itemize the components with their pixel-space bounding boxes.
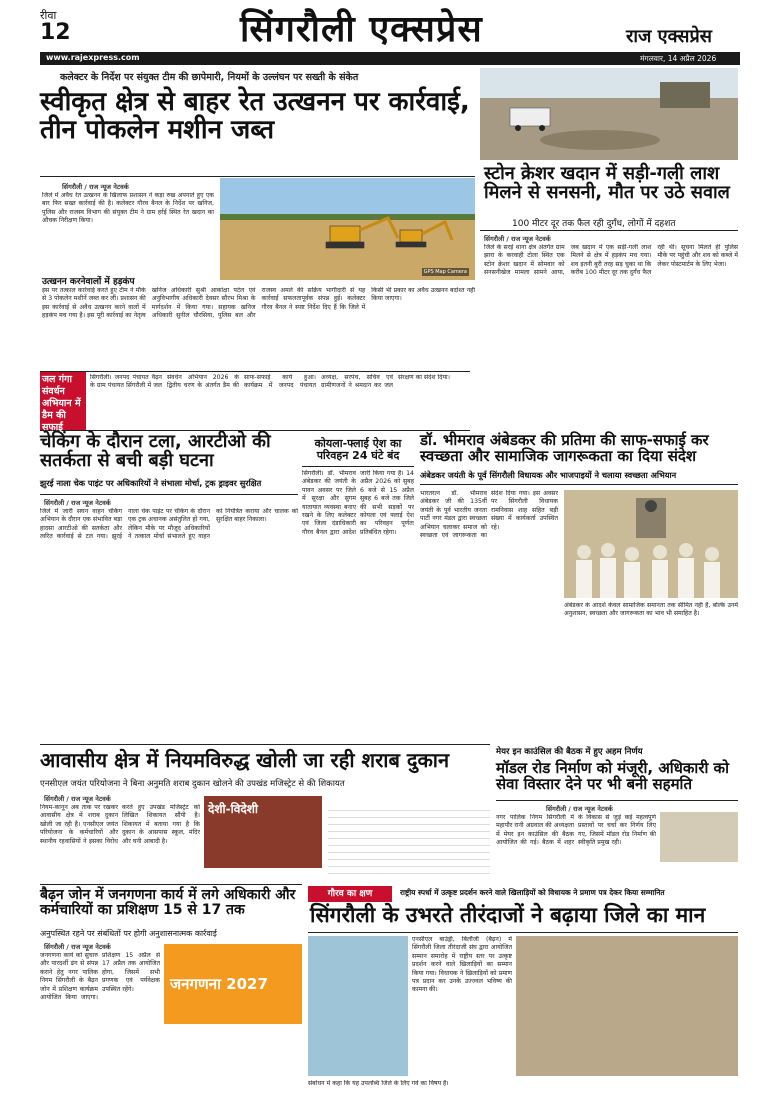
story-body: एनसीएल बाउंड्री, बिलौंजी (बैढ़न) में सिंगरौली जिला तीरंदाजी संघ द्वारा आयोजित सम्मान समारोह में राष्ट्रीय स्तर पर उत्कृष्ट प्रदर्शन करने वाले खिलाड़ियों का सम्मान किया गया। विधायक ने खिलाड़ियों को प्रमाण पत्र प्रदान कर उनके उज्ज्वल भविष्य की कामना की। <box>412 936 512 994</box>
photo-caption: GPS Map Camera <box>423 269 467 275</box>
divider <box>40 744 490 745</box>
divider <box>496 800 738 801</box>
divider <box>302 466 414 467</box>
masthead-title: सिंगरौली एक्सप्रेस <box>240 8 483 50</box>
story-body: इस पर तत्काल कार्रवाई करते हुए टीम ने मौके से 3 पोकलेन मशीनें जब्त कर लीं। प्रशासन की इस कार्रवाई से अवैध उत्खनन करने वालों में हड़कंप मच गया है। इस पूरी कार्रवाई का नेतृत्व खनिज अधिकारी सुश्री आकांक्षा पटेल एवं अनुविभागीय अधिकारी देवसर सौरभ मिश्रा के मार्गदर्शन में किया गया। सहायक खनिज अधिकारी सुनील चौरसिया, पुलिस बल और राजस्व अमले की सक्रिय भागीदारी से यह कार्रवाई सफलतापूर्वक संपन्न हुई। कलेक्टर गौरव बैनल ने स्पष्ट निर्देश दिए हैं कि जिले में किसी भी प्रकार का अवैध उत्खनन बर्दाश्त नहीं किया जाएगा। <box>42 287 475 320</box>
story-model-road <box>496 744 738 882</box>
story-deck: 100 मीटर दूर तक फैल रही दुर्गंध, लोगों में दहशत <box>512 219 676 229</box>
crowd-illustration <box>564 490 738 598</box>
story-body: सिंगरौली। डॉ. भीमराव अंबेडकर की जयंती के पावन अवसर पर जिले में सुरक्षा और सुगम यातायात व्यवस्था बनाए रखने के लिए कलेक्टर एवं जिला दंडाधिकारी गौरव बैनल द्वारा आदेश जारी किया गया है। 14 अप्रैल 2026 को सुबह 6 बजे से 15 अप्रैल सुबह 6 बजे तक जिले की सभी सड़कों पर कोयला एवं फ्लाई ऐश का परिवहन पूर्णतः प्रतिबंधित रहेगा। <box>302 470 414 536</box>
story-headline: चेकिंग के दौरान टला, आरटीओ की सतर्कता से बची बड़ी घटना <box>40 431 271 472</box>
story-headline: बैढ़न जोन में जनगणना कार्य में लगे अधिकारी और कर्मचारियों का प्रशिक्षण 15 से 17 तक <box>40 887 296 919</box>
story-headline: मॉडल रोड निर्माण को मंजूरी, अधिकारी को सेवा विस्तार देने पर भी बनी सहमति <box>496 759 729 794</box>
story-headline: आवासीय क्षेत्र में नियमविरुद्ध खोली जा रही शराब दुकान <box>40 748 450 772</box>
issue-date: मंगलवार, 14 अप्रैल 2026 <box>640 54 717 63</box>
census-banner <box>164 944 302 1024</box>
story-kicker: मेयर इन काउंसिल की बैठक में हुए अहम निर्णय <box>496 747 643 757</box>
divider <box>40 884 302 885</box>
box-body: सिंगरौली। जनपद पंचायत वैढ़न के ग्राम पंचायत सिंगरौली में जल संवर्धन अभियान 2026 के द्वितीय चरण के अंतर्गत डैम की साफ-सफाई कार्य हुआ। कार्यक्रम में जनपद पंचायत अध्यक्ष, सरपंच, सचिव एवं ग्रामीणजनों ने श्रमदान कर जल संरक्षण का संदेश दिया। <box>90 374 450 390</box>
story-byline: सिंगरौली / राज न्यूज नेटवर्क <box>44 499 111 507</box>
divider <box>40 494 298 495</box>
divider <box>480 230 738 231</box>
brand-name: राज एक्सप्रेस <box>626 26 712 47</box>
story-kicker: कलेक्टर के निर्देश पर संयुक्त टीम की छापेमारी, नियमों के उल्लंघन पर सख्ती के संकेत <box>60 72 359 83</box>
story-deck: एनसीएल जयंत परियोजना ने बिना अनुमति शराब दुकान खोलने की उपखंड मजिस्ट्रेट से की शिकायत <box>40 779 345 789</box>
story-deck: अंबेडकर जयंती के पूर्व सिंगरौली विधायक और भाजपाइयों ने चलाया स्वच्छता अभियान <box>420 470 677 480</box>
story-sand-mining <box>40 68 475 368</box>
story-headline: डॉ. भीमराव अंबेडकर की प्रतिमा की साफ-सफाई कर स्वच्छता और सामाजिक जागरूकता का दिया संदेश <box>420 431 709 466</box>
story-coal-transport <box>302 432 414 742</box>
archers-photo <box>308 936 408 1076</box>
story-headline: स्वीकृत क्षेत्र से बाहर रेत उत्खनन पर कार्रवाई, तीन पोकलेन मशीन जब्त <box>40 87 470 146</box>
story-headline: स्टोन क्रेशर खदान में सड़ी-गली लाश मिलने से सनसनी, मौत पर उठे सवाल <box>484 163 730 204</box>
ambedkar-photo <box>564 490 738 598</box>
story-archers <box>308 884 738 1104</box>
divider <box>420 484 738 485</box>
story-kicker: राष्ट्रीय स्पर्धा में उत्कृष्ट प्रदर्शन करने वाले खिलाड़ियों को विधायक ने प्रमाण पत्र देकर किया सम्मानित <box>400 888 665 897</box>
story-byline: सिंगरौली / राज न्यूज नेटवर्क <box>62 183 129 191</box>
masthead <box>0 0 778 66</box>
website-link[interactable]: www.rajexpress.com <box>46 53 140 62</box>
badge: गौरव का क्षण <box>308 886 392 902</box>
story-body: जिले में जारी सघन वाहन चेकिंग अभियान के दौरान एक संभावित बड़ा हादसा आरटीओ की सतर्कता और त्वरित कार्रवाई से टल गया। झुरई नाला चेक पाइंट पर चेकिंग के दौरान एक ट्रक अचानक असंतुलित हो गया, लेकिन मौके पर मौजूद अधिकारियों ने तत्काल मोर्चा संभालते हुए वाहन को नियंत्रित कराया और चालक को सुरक्षित बाहर निकाला। <box>40 508 298 541</box>
photo-caption: अंबेडकर के आदर्श केवल सामाजिक समानता तक सीमित नहीं हैं, बल्कि उनमें अनुशासन, स्वच्छता और जागरूकता का भाव भी समाहित है। <box>564 602 738 618</box>
story-headline: सिंगरौली के उभरते तीरंदाजों ने बढ़ाया जिले का मान <box>310 903 706 927</box>
divider <box>308 932 738 933</box>
box-label: जल गंगा संवर्धन अभियान में डैम की सफाई <box>40 372 86 430</box>
story-body: भारतरत्न डॉ. भीमराव अंबेडकर जी की 135वीं जयंती के पूर्व भारतीय जनता पार्टी नगर मंडल द्वारा स्वच्छता अभियान चलाकर समाज को स्वच्छता एवं जागरूकता का संदेश दिया गया। इस अवसर पर सिंगरौली विधायक रामनिवास शाह सहित बड़ी संख्या में कार्यकर्ता उपस्थित रहे। <box>420 490 558 540</box>
award-photo <box>516 936 738 1076</box>
story-body: नियम-कानून अब ताक पर रखकर आवासीय क्षेत्र में शराब दुकान खोली जा रही है। एनसीएल जयंत परियोजना के कर्मचारियों और स्थानीय रहवासियों ने इसका विरोध करते हुए उपखंड मजिस्ट्रेट को लिखित शिकायत सौंपी है। शिकायत में बताया गया है कि दुकान के आसपास स्कूल, मंदिर और घनी आबादी है। <box>40 804 200 845</box>
meeting-photo <box>660 812 738 862</box>
story-ambedkar <box>420 432 738 742</box>
divider <box>40 176 475 177</box>
story-headline: कोयला-फ्लाई ऐश का परिवहन 24 घंटे बंद <box>314 437 402 462</box>
story-byline: सिंगरौली / राज न्यूज नेटवर्क <box>44 795 111 803</box>
story-byline: सिंगरौली / राज न्यूज नेटवर्क <box>546 805 613 813</box>
shop-sign: देशी-विदेशी <box>208 802 259 816</box>
story-subhead: उत्खनन करनेवालों में हड़कंप <box>42 277 135 287</box>
masthead-bar <box>40 52 740 65</box>
story-body: जिले के सरई थाना क्षेत्र अंतर्गत ग्राम झारा के करवाही टोला स्थित एक स्टोन क्रेशर खदान में सोमवार को सनसनीखेज मामला सामने आया, जब खदान में एक सड़ी-गली लाश मिलने से क्षेत्र में हड़कंप मच गया। शव इतनी बुरी तरह सड़ चुका था कि करीब 100 मीटर दूर तक दुर्गंध फैल रही थी। सूचना मिलते ही पुलिस मौके पर पहुंची और शव को कब्जे में लेकर पोस्टमार्टम के लिए भेजा। <box>484 244 738 277</box>
liquor-shop-photo <box>204 796 322 868</box>
banner-text: जनगणना 2027 <box>170 975 268 993</box>
photo-caption: संबोधन में कहा कि यह उपलब्धि जिले के लिए गर्व का विषय है। <box>308 1080 449 1087</box>
story-body: नगर पालिक निगम सिंगरौली में महापौर रानी अग्रवाल की अध्यक्षता में मेयर इन काउंसिल की बैठक आयोजित की गई। बैठक में शहर के विकास से जुड़े कई महत्वपूर्ण प्रस्तावों पर चर्चा कर निर्णय लिए गए, जिसमें मॉडल रोड निर्माण की स्वीकृति प्रमुख रही। <box>496 814 656 847</box>
story-liquor-shop <box>40 744 490 882</box>
crusher-site-illustration <box>480 68 738 160</box>
story-census-training <box>40 884 302 1104</box>
story-crusher-body <box>480 68 738 368</box>
story-byline: सिंगरौली / राज न्यूज नेटवर्क <box>484 235 551 243</box>
story-rto-checking <box>40 432 298 742</box>
story-intro: जिले में अवैध रेत उत्खनन के खिलाफ प्रशासन ने कड़ा रुख अपनाते हुए एक बार फिर सख्त कार्रवाई की है। कलेक्टर गौरव बैनल के निर्देश पर खनिज, पुलिस और राजस्व विभाग की संयुक्त टीम ने ग्राम हर्रई स्थित रेत खदान का औचक निरीक्षण किया। <box>42 192 214 225</box>
page-number: 12 <box>40 20 71 45</box>
story-byline: सिंगरौली / राज न्यूज नेटवर्क <box>44 943 111 951</box>
story-body-continued <box>328 804 490 880</box>
excavator-photo <box>220 178 475 280</box>
edition-label: रीवा <box>40 9 57 22</box>
story-body: जनगणना कार्य को सुचारु और पारदर्शी ढंग से संपन्न कराने हेतु नगर पालिक निगम सिंगरौली के बैढ़न जोन में प्रशिक्षण कार्यक्रम आयोजित किया जाएगा। प्रशिक्षण 15 अप्रैल से 17 अप्रैल तक आयोजित होगा, जिसमें सभी प्रगणक एवं पर्यवेक्षक उपस्थित रहेंगे। <box>40 952 160 1002</box>
jal-ganga-box <box>40 371 470 431</box>
crusher-photo <box>480 68 738 160</box>
excavator-illustration <box>220 178 475 280</box>
story-deck: अनुपस्थित रहने पर संबंधितों पर होगी अनुशासनात्मक कार्रवाई <box>40 929 217 938</box>
story-deck: झुरई नाला चेक पाइंट पर अधिकारियों ने संभाला मोर्चा, ट्रक ड्राइवर सुरक्षित <box>40 478 262 488</box>
